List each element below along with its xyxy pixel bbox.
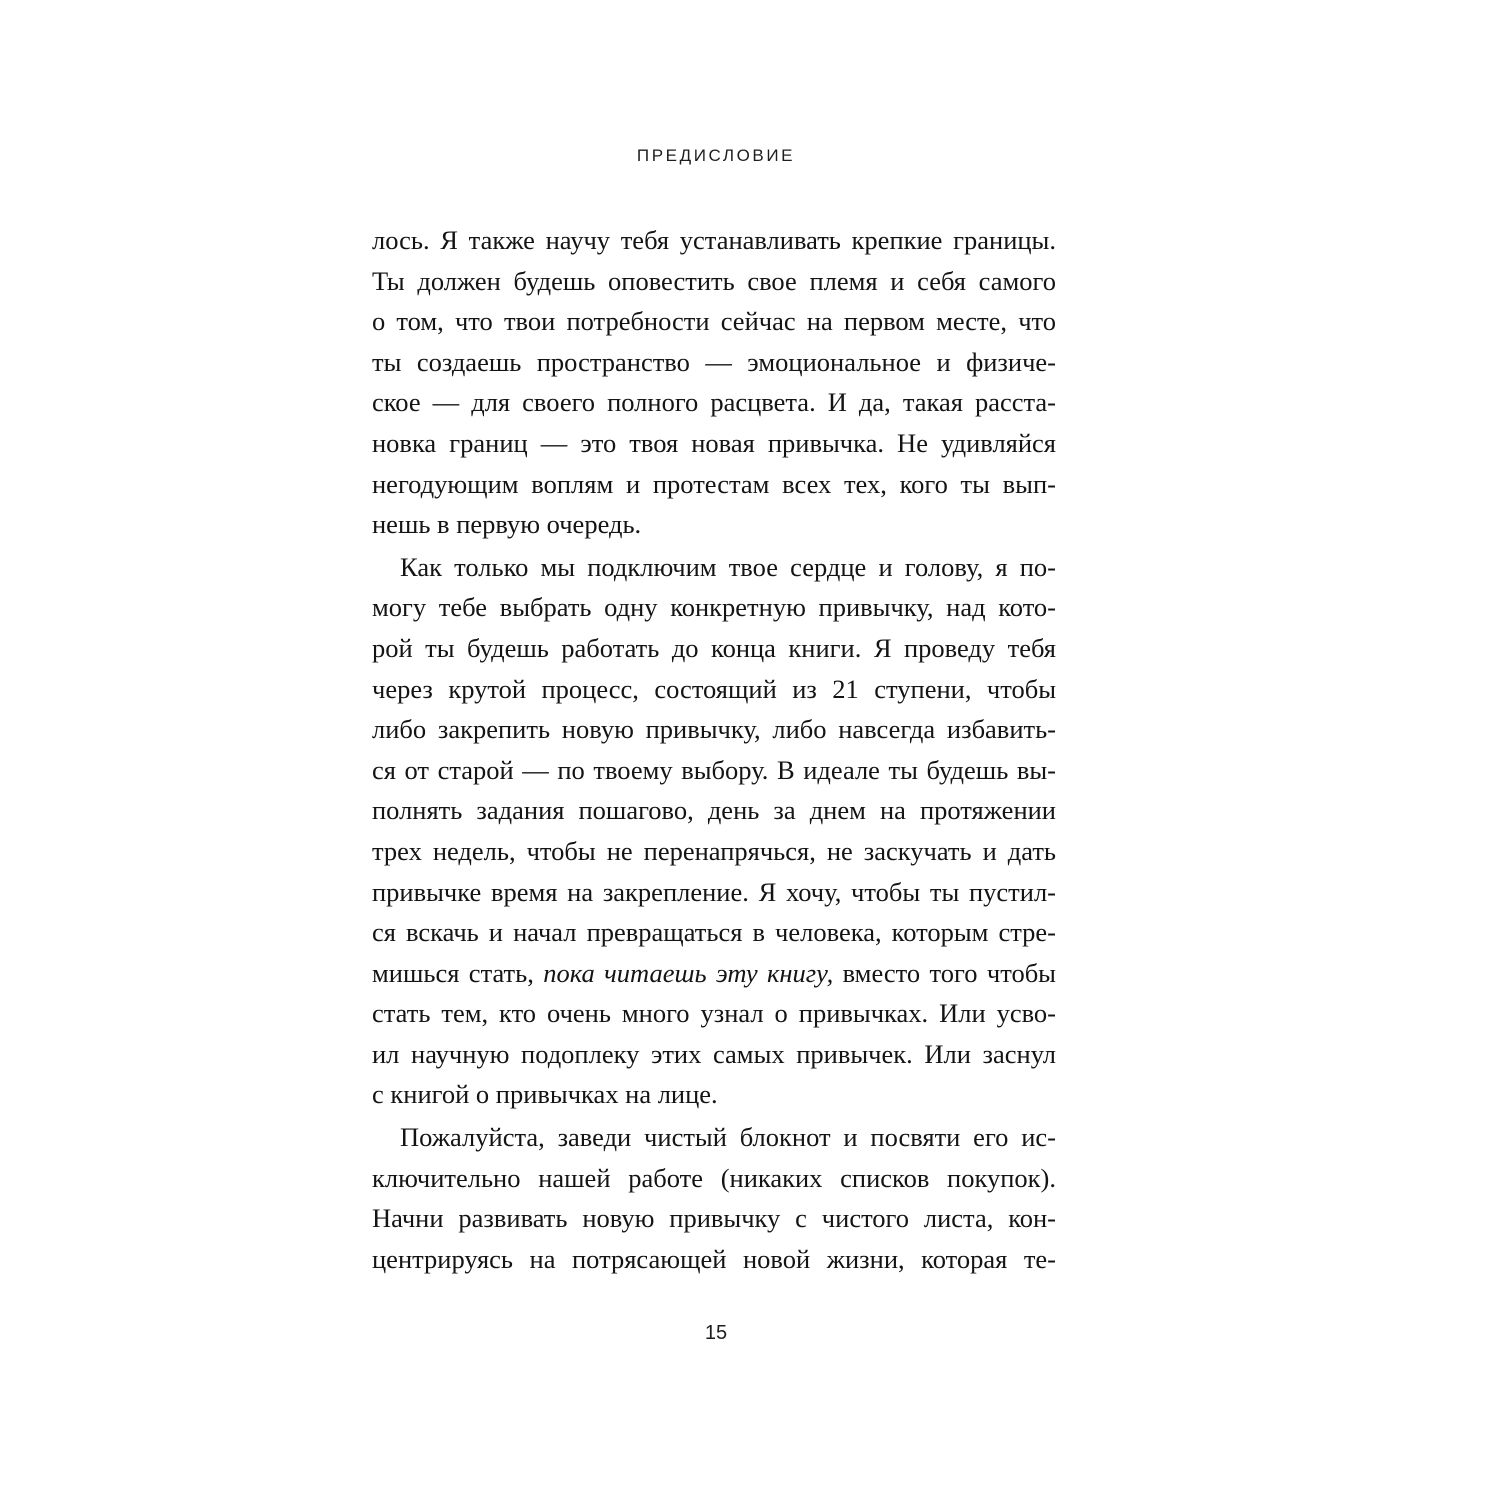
text-run: вместо того чтобы [833,957,1056,988]
text-line: нешь в первую очередь. [372,509,642,540]
running-head: ПРЕДИСЛОВИЕ [636,146,796,165]
text-line: Как только мы подключим твое сердце и голову, я по- [400,551,1056,582]
text-line: привычке время на закрепление. Я хочу, чтобы ты пустил- [372,876,1056,907]
text-line: ил научную подоплеку этих самых привычек. Или заснул [372,1038,1056,1069]
text-line: либо закрепить новую привычку, либо навсегда избавить- [372,714,1056,745]
text-line: Пожалуйста, заведи чистый блокнот и посвяти его ис- [400,1122,1056,1153]
text-line: центрируясь на потрясающей новой жизни, которая те- [372,1243,1056,1274]
text-line: ты создаешь пространство — эмоциональное и физиче- [372,346,1056,377]
body-text [372,220,1056,1279]
text-line: негодующим воплям и протестам всех тех, кого ты вып- [372,468,1056,499]
text-line: ся от старой — по твоему выбору. В идеале ты будешь вы- [372,754,1056,785]
text-line: ское — для своего полного расцвета. И да, такая расста- [372,387,1056,418]
page-number: 15 [704,1322,728,1344]
italic-phrase: пока читаешь эту книгу, [543,957,834,988]
text-line: через крутой процесс, состоящий из 21 ступени, чтобы [372,673,1056,704]
text-line: с книгой о привычках на лице. [372,1079,718,1110]
text-line: Ты должен будешь оповестить свое племя и себя самого [372,265,1056,296]
text-line: ся вскачь и начал превращаться в человека, которым стре- [372,917,1056,948]
text-line-with-italic [372,953,1056,994]
text-line: Начни развивать новую привычку с чистого листа, кон- [372,1203,1056,1234]
text-line: ключительно нашей работе (никаких списков покупок). [372,1162,1056,1193]
text-line: полнять задания пошагово, день за днем на протяжении [372,795,1056,826]
text-line: трех недель, чтобы не перенапрячься, не заскучать и дать [372,835,1056,866]
text-line: рой ты будешь работать до конца книги. Я проведу тебя [372,632,1056,663]
text-line: стать тем, кто очень много узнал о привычках. Или усво- [372,998,1056,1029]
text-line: лось. Я также научу тебя устанавливать крепкие границы. [372,225,1056,255]
text-line: новка границ — это твоя новая привычка. Не удивляйся [372,427,1056,458]
text-run: мишься стать, [372,957,544,988]
text-line: могу тебе выбрать одну конкретную привычку, над кото- [372,592,1056,623]
text-line: о том, что твои потребности сейчас на первом месте, что [372,306,1056,337]
